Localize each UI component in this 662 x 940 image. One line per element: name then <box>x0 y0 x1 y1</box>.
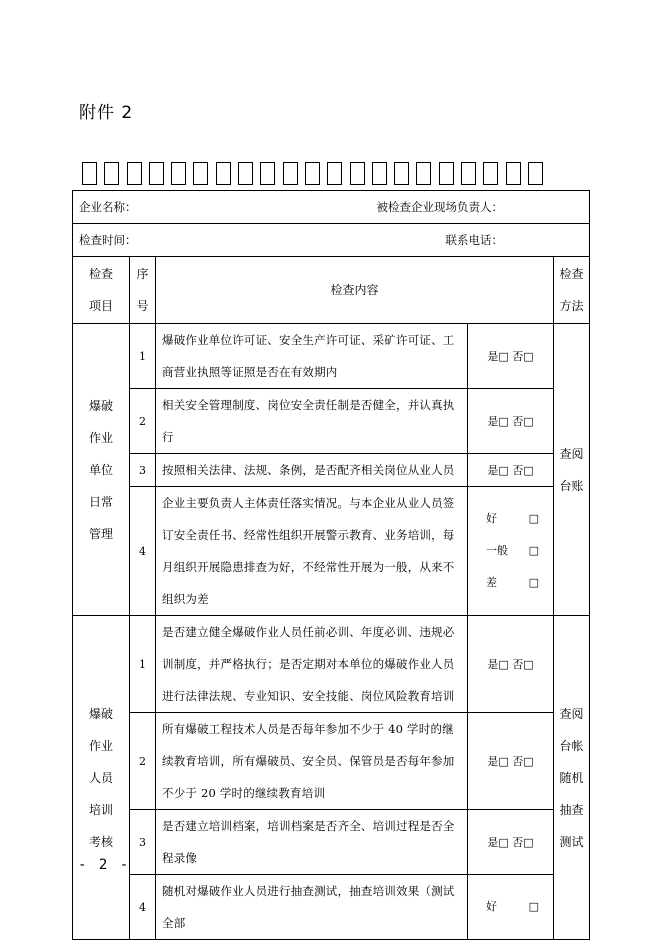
row-result-checkbox[interactable]: 是□ 否□ <box>468 324 554 389</box>
row-content: 企业主要负责人主体责任落实情况。与本企业从业人员签订安全责任书、经常性组织开展警示教育、业务培训，每月组织开展隐患排查为好，不经常性开展为一般，从来不组织为差 <box>156 487 468 616</box>
section-method: 查阅 台帐 随机 抽查 测试 <box>554 616 590 940</box>
row-seq: 4 <box>130 487 156 616</box>
row-content: 爆破作业单位许可证、安全生产许可证、采矿许可证、工商营业执照等证照是否在有效期内 <box>156 324 468 389</box>
row-grade-options[interactable]: 好 □ 一般 □ 差 □ <box>468 487 554 616</box>
col-header-content: 检查内容 <box>156 257 554 324</box>
row-seq: 1 <box>130 324 156 389</box>
table-row <box>73 487 590 616</box>
row-content: 是否建立健全爆破作业人员任前必训、年度必训、违规必训制度，并严格执行；是否定期对本单位的爆破作业人员进行法律法规、专业知识、安全技能、岗位风险教育培训 <box>156 616 468 713</box>
site-manager-label: 被检查企业现场负责人： <box>376 200 504 214</box>
time-info-row <box>73 224 590 257</box>
row-result-checkbox[interactable]: 是□ 否□ <box>468 810 554 875</box>
row-seq: 4 <box>130 875 156 940</box>
table-row <box>73 324 590 389</box>
section-category: 爆破 作业 单位 日常 管理 <box>73 324 130 616</box>
col-header-method: 检查 方法 <box>554 257 590 324</box>
row-seq: 1 <box>130 616 156 713</box>
row-result-checkbox[interactable]: 是□ 否□ <box>468 616 554 713</box>
row-seq: 2 <box>130 713 156 810</box>
row-result-checkbox[interactable]: 是□ 否□ <box>468 389 554 454</box>
company-name-label: 企业名称： <box>79 200 137 214</box>
phone-label: 联系电话： <box>445 233 504 247</box>
row-seq: 3 <box>130 810 156 875</box>
row-seq: 2 <box>130 389 156 454</box>
table-row <box>73 389 590 454</box>
page-number: - 2 - <box>78 857 131 873</box>
row-grade-options[interactable]: 好 □ <box>468 875 554 940</box>
row-result-checkbox[interactable]: 是□ 否□ <box>468 454 554 487</box>
table-row <box>73 810 590 875</box>
company-info-row <box>73 191 590 224</box>
table-row <box>73 616 590 713</box>
row-seq: 3 <box>130 454 156 487</box>
row-content: 所有爆破工程技术人员是否每年参加不少于 40 学时的继续教育培训，所有爆破员、安全员、保管员是否每年参加不少于 20 学时的继续教育培训 <box>156 713 468 810</box>
row-content: 是否建立培训档案，培训档案是否齐全、培训过程是否全程录像 <box>156 810 468 875</box>
document-title-placeholder <box>82 162 543 185</box>
table-row <box>73 713 590 810</box>
inspection-table <box>72 190 590 940</box>
table-row <box>73 875 590 940</box>
check-time-label: 检查时间： <box>79 233 137 247</box>
annex-label: 附件 2 <box>79 103 134 123</box>
section-category: 爆破 作业 人员 培训 考核 <box>73 616 130 940</box>
table-row <box>73 454 590 487</box>
row-content: 随机对爆破作业人员进行抽查测试，抽查培训效果（测试全部 <box>156 875 468 940</box>
col-header-item: 检查 项目 <box>73 257 130 324</box>
col-header-seq: 序 号 <box>130 257 156 324</box>
row-result-checkbox[interactable]: 是□ 否□ <box>468 713 554 810</box>
row-content: 相关安全管理制度、岗位安全责任制是否健全，并认真执行 <box>156 389 468 454</box>
section-method: 查阅 台账 <box>554 324 590 616</box>
row-content: 按照相关法律、法规、条例，是否配齐相关岗位从业人员 <box>156 454 468 487</box>
